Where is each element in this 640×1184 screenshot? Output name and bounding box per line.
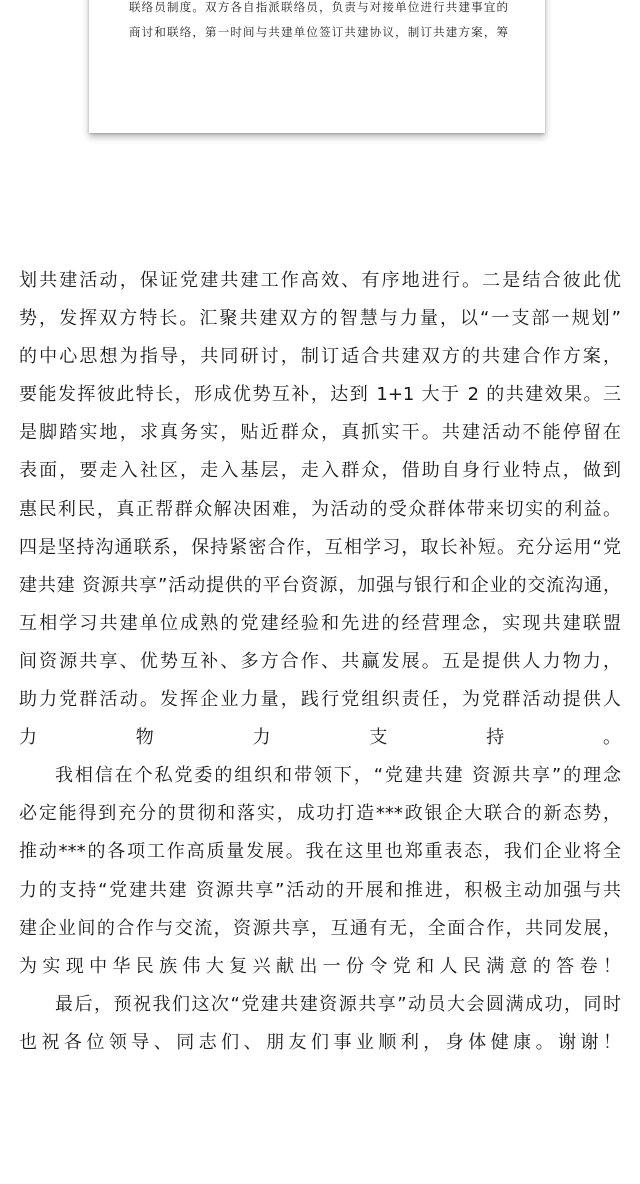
text-line: 推动***的各项工作高质量发展。我在这里也郑重表态，我们企业将全 bbox=[19, 841, 621, 863]
text-line: 的中心思想为指导，共同研讨，制订适合共建双方的共建合作方案， bbox=[19, 346, 621, 368]
text-line: 势，发挥双方特长。汇聚共建双方的智慧与力量，以“一支部一规划” bbox=[19, 308, 621, 330]
text-line: 四是坚持沟通联系，保持紧密合作，互相学习，取长补短。充分运用“党 bbox=[19, 536, 621, 558]
text-line: 也祝各位领导、同志们、朋友们事业顺利，身体健康。谢谢！ bbox=[19, 1031, 621, 1053]
paragraph-1 bbox=[19, 262, 621, 757]
text-line: 建共建 资源共享”活动提供的平台资源，加强与银行和企业的交流沟通， bbox=[19, 574, 621, 596]
paragraph-2 bbox=[19, 757, 621, 986]
document-body bbox=[19, 262, 621, 1062]
text-line: 助力党群活动。发挥企业力量，践行党组织责任，为党群活动提供人 bbox=[19, 689, 621, 711]
paragraph-3 bbox=[19, 986, 621, 1062]
text-line: 我相信在个私党委的组织和带领下，“党建共建 资源共享”的理念 bbox=[55, 765, 621, 787]
text-line: 必定能得到充分的贯彻和落实，成功打造***政银企大联合的新态势， bbox=[19, 803, 621, 825]
text-line: 力的支持“党建共建 资源共享”活动的开展和推进，积极主动加强与共 bbox=[19, 879, 621, 901]
text-line: 表面，要走入社区，走入基层，走入群众，借助自身行业特点，做到 bbox=[19, 460, 621, 482]
text-line: 间资源共享、优势互补、多方合作、共赢发展。五是提供人力物力， bbox=[19, 650, 621, 672]
text-line: 划共建活动，保证党建共建工作高效、有序地进行。二是结合彼此优 bbox=[19, 270, 621, 291]
text-line: 惠民利民，真正帮群众解决困难，为活动的受众群体带来切实的利益。 bbox=[19, 498, 621, 520]
text-line: 力物力支持。 bbox=[19, 727, 621, 749]
card-text-line-2: 商讨和联络，第一时间与共建单位签订共建协议，制订共建方案，筹 bbox=[129, 25, 510, 39]
text-line: 要能发挥彼此特长，形成优势互补，达到 1+1 大于 2 的共建效果。三 bbox=[19, 384, 621, 406]
text-line: 为实现中华民族伟大复兴献出一份令党和人民满意的答卷！ bbox=[19, 955, 621, 977]
text-line: 最后，预祝我们这次“党建共建资源共享”动员大会圆满成功，同时 bbox=[55, 993, 621, 1015]
text-line: 是脚踏实地，求真务实，贴近群众，真抓实干。共建活动不能停留在 bbox=[19, 422, 621, 444]
text-line: 互相学习共建单位成熟的党建经验和先进的经营理念，实现共建联盟 bbox=[19, 612, 621, 634]
text-line: 建企业间的合作与交流，资源共享，互通有无，全面合作，共同发展， bbox=[19, 917, 621, 939]
document-page-card bbox=[89, 0, 545, 133]
card-text-line-1: 联络员制度。双方各自指派联络员，负责与对接单位进行共建事宜的 bbox=[129, 0, 510, 14]
